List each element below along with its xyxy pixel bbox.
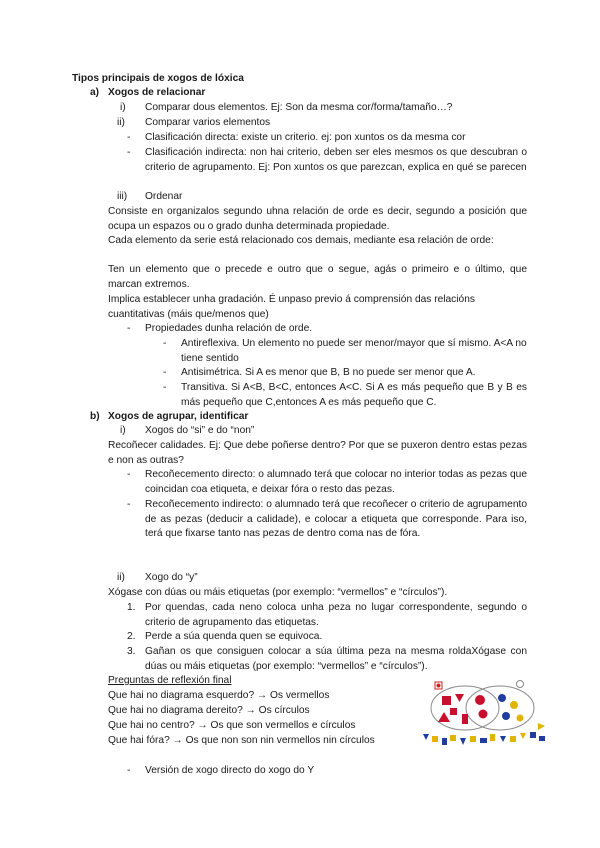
a-iii-text: Ordenar: [145, 191, 183, 202]
step-3: Gañan os que consiguen colocar a súa última peza na mesma roldaXógase con dúas ou máis etiquetas (por exemplo: “vermellos” e “círculos”).: [145, 646, 527, 672]
question-3: Que hai no centro? → Os que son vermellos e círculos: [108, 720, 356, 731]
dash: -: [127, 499, 131, 510]
a-iii-marker: iii): [117, 191, 128, 202]
dash: -: [127, 147, 131, 158]
prop-antireflexiva: Antireflexiva. Un elemento no puede ser menor/mayor que sí mismo. A<A no tiene sentido: [181, 338, 527, 364]
last-bullet: Versión de xogo directo do xogo do Y: [145, 765, 315, 776]
section-a-heading: Xogos de relacionar: [108, 87, 206, 98]
b-i-text: Xogos do “si” e do “non”: [145, 425, 255, 436]
b-ii-intro: Xógase con dúas ou máis etiquetas (por exemplo: “vermellos” e “círculos”).: [108, 587, 448, 598]
question-2: Que hai no diagrama dereito? → Os círculos: [108, 705, 310, 716]
a-i-text: Comparar dous elementos. Ej: Son da mesma cor/forma/tamaño…?: [145, 102, 453, 113]
prop-transitiva: Transitiva. Si A<B, B<C, entonces A<C. Si A es más pequeño que B y B es más pequeño que C,entonces A es más pequeño que C.: [181, 382, 527, 408]
ordenar-paragraph-1: Consiste en organizalos segundo uhna relación de orde es decir, segundo a posición que ocupa un espazos ou o grado dunha determinada propiedade.: [108, 206, 527, 232]
dash: -: [127, 765, 131, 776]
step-marker: 1.: [127, 602, 136, 613]
dash: -: [163, 382, 167, 393]
section-b-heading: Xogos de agrupar, identificar: [108, 411, 249, 422]
dash: -: [163, 338, 167, 349]
b-bullet-indirecto: Recoñecemento indirecto: o alumnado terá que recoñecer o criterio de agrupamento de as pezas (deducir a calidade), e colocar a etiqueta que corresponde. Para iso, terá que fixarse tanto nas pezas de dentro coma nas de fóra.: [145, 499, 527, 540]
a-ii-marker: ii): [117, 117, 125, 128]
step-1: Por quendas, cada neno coloca unha peza no lugar correspondente, segundo o criterio de agrupamento das etiquetas.: [145, 602, 527, 628]
dash: -: [163, 367, 167, 378]
question-1: Que hai no diagrama esquerdo? → Os vermellos: [108, 690, 330, 701]
b-bullet-directo: Recoñecemento directo: o alumnado terá que colocar no interior todas as pezas que coincidan coa etiqueta, e deixar fóra o resto das pezas.: [145, 469, 527, 495]
question-4: Que hai fóra? → Os que non son nin vermellos nin círculos: [108, 735, 375, 746]
ordenar-paragraph-4: Implica establecer unha gradación. É unpaso previo á comprensión das relacións cuantitativas (máis que/menos que): [108, 294, 475, 320]
dash: -: [127, 323, 131, 334]
prop-antisimetrica: Antisimétrica. Si A es menor que B, B no puede ser menor que A.: [181, 367, 476, 378]
a-ii-bullet-1: Clasificación directa: existe un criterio. ej: pon xuntos os da mesma cor: [145, 132, 466, 143]
dash: -: [127, 132, 131, 143]
step-marker: 2.: [127, 631, 136, 642]
venn-diagram-illustration: [420, 678, 550, 758]
ordenar-paragraph-3: Ten un elemento que o precede e outro que o segue, agás o primeiro e o último, que marcan extremos.: [108, 264, 527, 290]
dash: -: [127, 469, 131, 480]
propiedades-heading: Propiedades dunha relación de orde.: [145, 323, 313, 334]
page-title: Tipos principais de xogos de lóxica: [72, 73, 244, 84]
b-ii-marker: ii): [117, 572, 125, 583]
b-ii-text: Xogo do “y”: [145, 572, 198, 583]
section-a-marker: a): [90, 87, 100, 98]
section-b-marker: b): [90, 411, 100, 422]
a-ii-text: Comparar varios elementos: [145, 117, 271, 128]
a-ii-bullet-2: Clasificación indirecta: non hai criterio, deben ser eles mesmos os que descubran o criterio de agrupamento. Ej: Pon xuntos os que parezcan, explica en qué se parecen: [145, 147, 527, 173]
a-i-marker: i): [120, 102, 126, 113]
b-intro: Recoñecer calidades. Ej: Que debe poñerse dentro? Por que se puxeron dentro estas pezas e non as outras?: [108, 440, 527, 466]
b-i-marker: i): [120, 425, 126, 436]
step-2: Perde a súa quenda quen se equivoca.: [145, 631, 323, 642]
ordenar-paragraph-2: Cada elemento da serie está relacionado cos demais, mediante esa relación de orde:: [108, 235, 494, 246]
reflexion-heading: Preguntas de reflexión final: [108, 675, 232, 686]
step-marker: 3.: [127, 646, 136, 657]
